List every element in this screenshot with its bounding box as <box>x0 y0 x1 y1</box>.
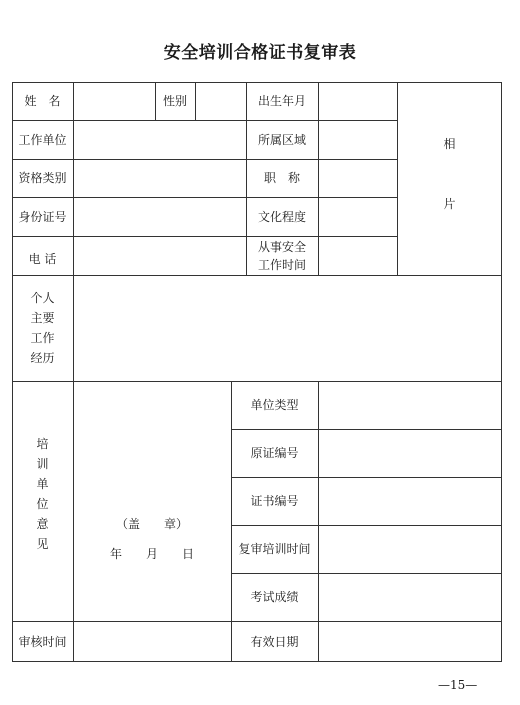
review-time-label: 审核时间 <box>18 634 67 649</box>
safety-years-field[interactable] <box>318 236 397 275</box>
review-time-field[interactable] <box>73 621 231 662</box>
employer-label: 工作单位 <box>18 132 67 147</box>
photo-box[interactable] <box>397 82 502 275</box>
training-opinion-field[interactable] <box>73 381 231 621</box>
id-number-label: 身份证号 <box>18 209 67 224</box>
review-form-table <box>12 82 502 662</box>
cert-no-field[interactable] <box>318 477 502 525</box>
safety-years-label <box>246 236 318 275</box>
title-rank-field[interactable] <box>318 159 397 197</box>
experience-label-line: 个人 <box>30 291 55 305</box>
gender-label: 性别 <box>162 94 187 108</box>
date-label: 年 月 日 <box>109 547 194 561</box>
safety-years-label-line2: 工作时间 <box>257 257 306 272</box>
training-opinion-char: 意 <box>36 517 49 531</box>
original-cert-no-field[interactable] <box>318 429 502 477</box>
region-field[interactable] <box>318 120 397 159</box>
birth-label: 出生年月 <box>257 94 306 108</box>
photo-label-bottom: 片 <box>443 196 456 211</box>
phone-label: 电 话 <box>28 251 57 266</box>
training-opinion-label <box>12 381 73 621</box>
valid-date-label: 有效日期 <box>250 634 299 649</box>
experience-label <box>12 275 73 381</box>
name-field[interactable] <box>73 82 155 120</box>
unit-type-label: 单位类型 <box>250 398 299 412</box>
cert-no-label: 证书编号 <box>250 494 299 508</box>
review-training-time-field[interactable] <box>318 525 502 573</box>
training-opinion-char: 见 <box>36 537 49 551</box>
seal-label: （盖 章） <box>115 517 188 531</box>
valid-date-field[interactable] <box>318 621 502 662</box>
employer-field[interactable] <box>73 120 246 159</box>
birth-field[interactable] <box>318 82 397 120</box>
phone-field[interactable] <box>73 236 246 275</box>
title-rank-label: 职 称 <box>263 171 300 185</box>
original-cert-no-label: 原证编号 <box>250 446 299 460</box>
qualification-label: 资格类别 <box>18 171 67 185</box>
experience-label-line: 工作 <box>30 331 55 345</box>
experience-label-line: 主要 <box>30 311 55 325</box>
region-label: 所属区域 <box>257 132 306 147</box>
education-field[interactable] <box>318 197 397 236</box>
training-opinion-char: 训 <box>36 457 49 471</box>
experience-label-line: 经历 <box>30 351 55 365</box>
exam-score-field[interactable] <box>318 573 502 621</box>
unit-type-field[interactable] <box>318 381 502 429</box>
experience-field[interactable] <box>73 275 502 381</box>
exam-score-label: 考试成绩 <box>250 590 299 604</box>
qualification-field[interactable] <box>73 159 246 197</box>
form-title: 安全培训合格证书复审表 <box>163 43 357 63</box>
name-label: 姓 名 <box>24 94 61 108</box>
training-opinion-char: 单 <box>36 477 49 491</box>
gender-field[interactable] <box>195 82 246 120</box>
training-opinion-char: 培 <box>36 437 49 451</box>
safety-years-label-line1: 从事安全 <box>257 239 306 254</box>
review-training-time-label: 复审培训时间 <box>238 542 311 556</box>
photo-label-top: 相 <box>443 136 456 151</box>
training-opinion-char: 位 <box>36 497 49 511</box>
education-label: 文化程度 <box>257 209 306 224</box>
page-number: —15— <box>438 678 478 692</box>
id-number-field[interactable] <box>73 197 246 236</box>
